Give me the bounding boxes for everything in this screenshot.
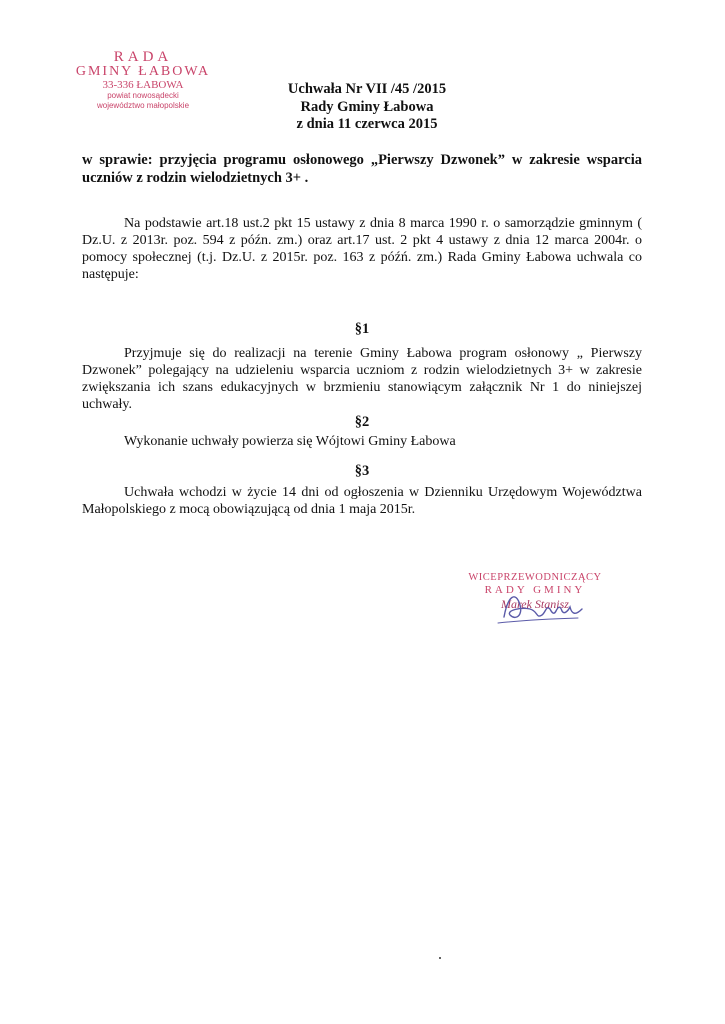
section-1-mark: §1 [354, 321, 370, 337]
stamp-name: Marek Stanisz [501, 597, 569, 611]
stamp-body: RADY GMINY [484, 584, 586, 596]
section-2-mark: §2 [354, 414, 370, 430]
resolution-issuer: Rady Gminy Łabowa [300, 98, 434, 115]
handwritten-signature [486, 585, 596, 630]
section-3-text: Uchwała wchodzi w życie 14 dni od ogłoszenia w Dzienniku Urzędowym Województwa Małopolskiego z mocą obowiązującą od dnia 1 maja 2015r. [82, 485, 642, 517]
section-1-text: Przyjmuje się do realizacji na terenie Gminy Łabowa program osłonowy „ Pierwszy Dzwonek” polegający na udzieleniu wsparcia uczniom z rodzin wielodzietnych 3+ w zakresie zwiększania ich szans edukacyjnych w brzmieniu stanowiącym załącznik Nr 1 do niniejszej uchwały. [82, 346, 642, 412]
section-2-text: Wykonanie uchwały powierza się Wójtowi Gminy Łabowa [124, 434, 456, 449]
stamp-line-gmina: GMINY ŁABOWA [75, 64, 211, 79]
legal-basis-paragraph: Na podstawie art.18 ust.2 pkt 15 ustawy z dnia 8 marca 1990 r. o samorządzie gminnym ( Dz.U. z 2013r. poz. 594 z późn. zm.) oraz art.17 ust. 2 pkt 4 ustawy z dnia 12 marca 2004r. o pomocy społecznej (t.j. Dz.U. z 2015r. poz. 163 z późń. zm.) Rada Gminy Łabowa uchwala co następuje: [82, 216, 642, 282]
resolution-title: Uchwała Nr VII /45 /2015 [287, 81, 447, 97]
stamp-line-rada: RADA [113, 49, 173, 65]
section-3-mark: §3 [354, 463, 370, 479]
resolution-header [232, 81, 502, 134]
stamp-line-address: 33-336 ŁABOWA [102, 79, 184, 91]
stamp-line-wojewodztwo: województwo małopolskie [96, 101, 190, 110]
stamp-line-powiat: powiat nowosądecki [107, 91, 179, 100]
council-stamp [58, 50, 228, 111]
stamp-role: WICEPRZEWODNICZĄCY [468, 572, 602, 583]
resolution-subject: w sprawie: przyjęcia programu osłonowego „Pierwszy Dzwonek” w zakresie wsparcia uczniów z rodzin wielodzietnych 3+ . [82, 152, 642, 186]
resolution-date: z dnia 11 czerwca 2015 [296, 116, 438, 132]
scan-speck [439, 957, 441, 959]
